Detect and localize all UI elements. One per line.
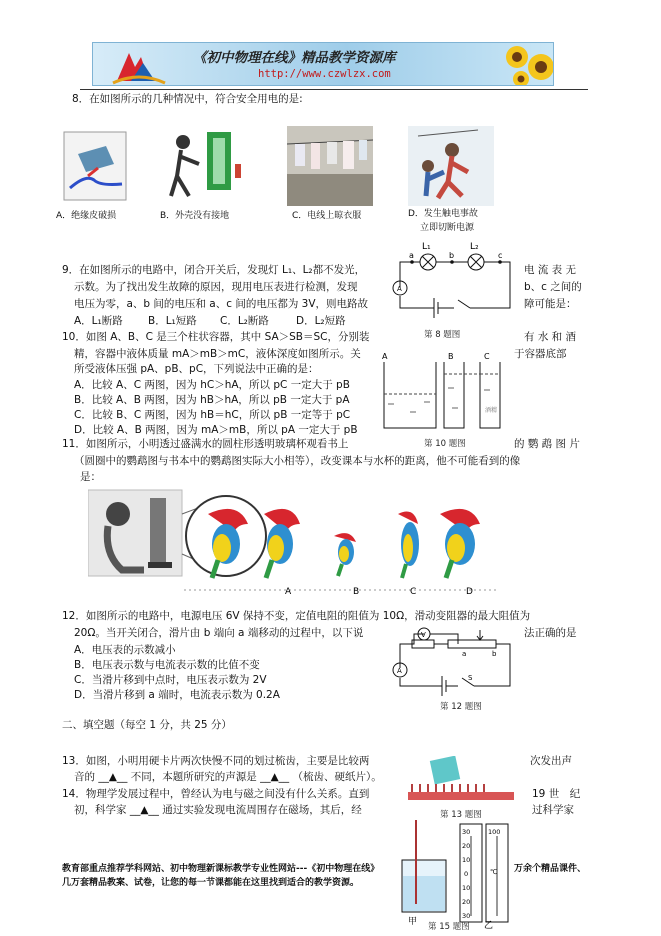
parrot-icon-b [334,533,356,576]
q11-right1: 的 鹦 鹉 图 片 [514,438,580,450]
q9-ammeter-label: A [397,285,402,293]
q11-label-b: B [353,587,360,596]
q8-option-d-line2: 立即切断电源 [420,223,475,233]
q12-fig-caption: 第 12 题图 [440,702,482,712]
q8-option-c: C．电线上晾衣服 [292,211,362,221]
q10-right2: 于容器底部 [514,348,567,360]
q9-right3: 障可能是： [524,298,577,310]
q10-label-b: B [448,352,454,361]
q15-fig-caption: 第 15 题图 [428,922,470,932]
q10-option-b: B．比较 A、B 两图，因为 hB＞hA，所以 pB 一定大于 pA [74,394,350,406]
q12-point-a: a [462,650,467,658]
footer-right1: 万余个精品课件、 [514,864,587,874]
q14-line2: 初，科学家 __▲__ 通过实验发现电流周围存在磁场，其后，经 [74,804,362,816]
q8-image-a [60,128,132,206]
q10-label-a: A [382,352,388,361]
q13-comb-diagram [404,756,516,808]
q10-option-a: A．比较 A、C 两图，因为 hC＞hA，所以 pC 一定大于 pB [74,379,350,391]
q14-right1: 19 世 纪 [532,788,581,800]
q15-tick-3: 0 [464,870,469,878]
q9-line2: 示数。为了找出发生故障的原因，现用电压表进行检测，发现 [74,281,358,293]
q12-option-c: C．当滑片移到中点时，电压表示数为 2V [74,674,267,686]
q11-label-c: C [410,587,417,596]
q8-option-b: B．外壳没有接地 [160,211,230,221]
q9-line3: 电压为零，a、b 间的电压和 a、c 间的电压都为 3V，则电路故 [74,298,369,310]
q12-line1: 12．如图所示的电路中，电源电压 6V 保持不变，定值电阻的阻值为 10Ω，滑动变阻器的最大阻值为 [62,610,531,622]
q9-l1-label: L₁ [422,242,431,252]
q9-line1: 9．在如图所示的电路中，闭合开关后，发现灯 L₁、L₂都不发光， [62,264,366,276]
q12-option-d: D．当滑片移到 a 端时，电流表示数为 0.2A [74,689,280,701]
q15-unit: ℃ [490,868,498,876]
q9-l2-label: L₂ [470,242,479,252]
q12-line2: 20Ω。当开关闭合，滑片由 b 端向 a 端移动的过程中，以下说 [74,627,364,639]
q11-parrot-figure [88,484,508,596]
q10-right1: 有 水 和 酒 [524,331,577,343]
q9-fig-caption: 第 8 题图 [424,330,461,340]
q15-tick-5: 20 [462,898,471,906]
q12-switch-label: S [468,674,473,682]
q15-tick-6: 30 [462,912,471,920]
q9-option-c: C．L₂断路 [220,315,269,327]
q8-option-d: D．发生触电事故 [408,209,478,219]
q8-option-a: A．绝缘皮破损 [56,211,117,221]
q8-image-c [287,126,373,206]
q11-line2: （圆圈中的鹦鹉图与书本中的鹦鹉图实际大小相等），改变课本与水杯的距离，他不可能看到的像 [74,455,521,467]
q9-option-a: A．L₁断路 [74,315,123,327]
q9-option-d: D．L₂短路 [296,315,346,327]
q13-line1: 13．如图，小明用硬卡片两次快慢不同的划过梳齿，主要是比较两 [62,755,370,767]
q15-label-yi: 乙 [484,921,494,930]
q15-thermometer-diagram [398,820,518,930]
q10-containers-diagram [380,350,520,434]
q13-fig-caption: 第 13 题图 [440,810,482,820]
header-rule [80,89,588,90]
q12-circuit-diagram [392,622,520,698]
q9-right2: b、c 之间的 [524,281,582,293]
q12-ammeter-label: A [397,667,402,675]
q8-image-d [408,126,494,206]
q10-option-d: D．比较 A、B 两图，因为 mA＞mB，所以 pA 一定大于 pB [74,424,358,436]
parrot-icon-a [264,509,300,578]
q11-line3: 是： [80,471,101,483]
logo-icon [111,47,167,85]
q15-tick-2: 10 [462,856,471,864]
q12-option-a: A．电压表的示数减小 [74,644,176,656]
sunflower-icon [503,43,554,86]
q9-right1: 电 流 表 无 [524,264,577,276]
q12-point-b: b [492,650,497,658]
banner-url: http://www.czwlzx.com [258,68,391,80]
q10-line3: 所受液体压强 pA、pB、pC，下列说法中正确的是： [74,363,319,375]
q11-label-d: D [466,587,473,596]
q9-circuit-diagram [390,240,520,326]
q12-voltmeter-label: V [421,631,426,639]
q9-point-a: a [409,251,414,260]
q8-image-b [163,124,247,208]
q12-option-b: B．电压表示数与电流表示数的比值不变 [74,659,260,671]
q8-stem: 8．在如图所示的几种情况中，符合安全用电的是: [72,93,303,105]
q10-line2: 精，容器中液体质量 mA＞mB＞mC，液体深度如图所示。关 [74,348,361,360]
q15-tick-0: 30 [462,828,471,836]
q13-right1: 次发出声 [530,755,572,767]
q9-point-b: b [449,251,455,260]
banner-title: 《初中物理在线》精品教学资源库 [193,50,396,66]
header-banner [92,42,554,86]
parrot-icon-c [398,512,419,578]
footer-line1: 教育部重点推荐学科网站、初中物理新课标教学专业性网站---《初中物理在线》 [62,864,380,874]
q10-line1: 10．如图 A、B、C 是三个柱状容器，其中 SA＞SB＝SC，分别装 [62,331,370,343]
q15-right-tick-0: 100 [488,828,501,836]
q15-tick-1: 20 [462,842,471,850]
q9-option-b: B．L₁短路 [148,315,197,327]
q14-line1: 14．物理学发展过程中，曾经认为电与磁之间没有什么关系。直到 [62,788,370,800]
footer-line2: 几万套精品教案、试卷，让您的每一节课都能在这里找到适合的教学资源。 [62,878,360,888]
q13-line2: 音的 __▲__ 不同，本题所研究的声源是 __▲__ （梳齿、硬纸片）。 [74,771,382,783]
q11-line1: 11．如图所示，小明透过盛满水的圆柱形透明玻璃杯观看书上 [62,438,349,450]
q15-label-jia: 甲 [408,917,418,927]
q10-label-c: C [484,352,490,361]
section2-title: 二、填空题（每空 1 分，共 25 分） [62,719,232,731]
q9-point-c: c [498,251,503,260]
q11-label-a: A [285,587,292,596]
q10-liquid-label: 酒精 [485,407,498,414]
q12-right: 法正确的是 [524,627,577,639]
q10-fig-caption: 第 10 题图 [424,439,466,449]
q15-tick-4: 10 [462,884,471,892]
q14-right2: 过科学家 [532,804,574,816]
parrot-icon-d [440,509,480,578]
q10-option-c: C．比较 B、C 两图，因为 hB＝hC，所以 pB 一定等于 pC [74,409,351,421]
